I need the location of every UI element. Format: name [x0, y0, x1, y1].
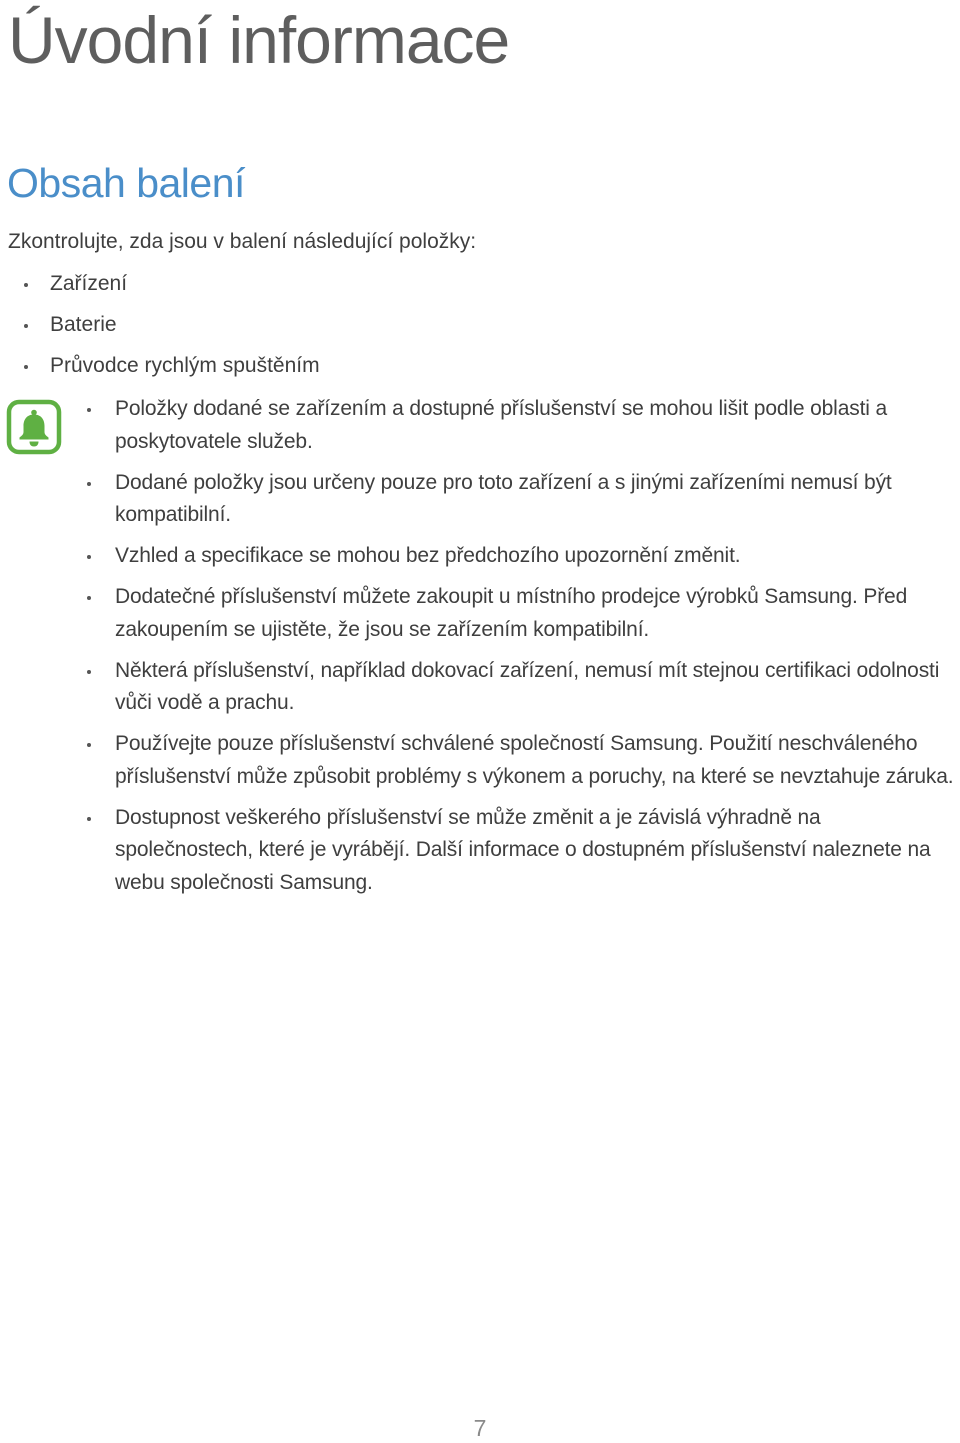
- list-item: [0, 350, 320, 391]
- list-item: [0, 268, 320, 309]
- page-number: 7: [473, 1415, 487, 1441]
- package-contents-list: [0, 268, 320, 391]
- bullet-icon: [87, 555, 91, 559]
- bullet-icon: [24, 283, 28, 287]
- notice-text: Dostupnost veškerého příslušenství se může změnit a je závislá výhradně na společnostech, které je vyrábějí. Další informace o dostupném příslušenství naleznete na webu společnosti Samsung.: [115, 805, 931, 894]
- list-item-label: Zařízení: [50, 272, 128, 295]
- notice-text: Používejte pouze příslušenství schválené společností Samsung. Použití neschváleného příslušenství může způsobit problémy s výkonem a poruchy, na které se nevztahuje záruka.: [115, 732, 954, 788]
- bullet-icon: [87, 817, 91, 821]
- bullet-icon: [87, 670, 91, 674]
- list-item: [0, 309, 320, 350]
- intro-text: Zkontrolujte, zda jsou v balení následující položky:: [8, 230, 477, 253]
- section-title: Obsah balení: [7, 160, 245, 206]
- list-item-label: Průvodce rychlým spuštěním: [50, 354, 320, 377]
- notice-text: Položky dodané se zařízením a dostupné příslušenství se mohou lišit podle oblasti a poskytovatele služeb.: [115, 397, 887, 453]
- notice-text: Některá příslušenství, například dokovací zařízení, nemusí mít stejnou certifikaci odolnosti vůči vodě a prachu.: [115, 658, 940, 714]
- bullet-icon: [87, 408, 91, 412]
- list-item-label: Baterie: [50, 313, 117, 336]
- bullet-icon: [24, 365, 28, 369]
- list-item: [0, 540, 960, 573]
- bullet-icon: [87, 482, 91, 486]
- bullet-icon: [87, 743, 91, 747]
- page-title: Úvodní informace: [8, 3, 510, 77]
- list-item: [0, 655, 960, 720]
- notice-text: Dodatečné příslušenství můžete zakoupit u místního prodejce výrobků Samsung. Před zakoupením se ujistěte, že jsou se zařízením kompatibilní.: [115, 585, 908, 641]
- list-item: [0, 467, 960, 532]
- notice-text: Dodané položky jsou určeny pouze pro toto zařízení a s jinými zařízeními nemusí být kompatibilní.: [115, 470, 892, 526]
- list-item: [0, 802, 960, 900]
- list-item: [0, 581, 960, 646]
- list-item: [0, 728, 960, 793]
- bullet-icon: [87, 596, 91, 600]
- bullet-icon: [24, 324, 28, 328]
- list-item: [0, 393, 960, 458]
- notice-text: Vzhled a specifikace se mohou bez předchozího upozornění změnit.: [115, 544, 741, 567]
- notice-list: [0, 393, 960, 908]
